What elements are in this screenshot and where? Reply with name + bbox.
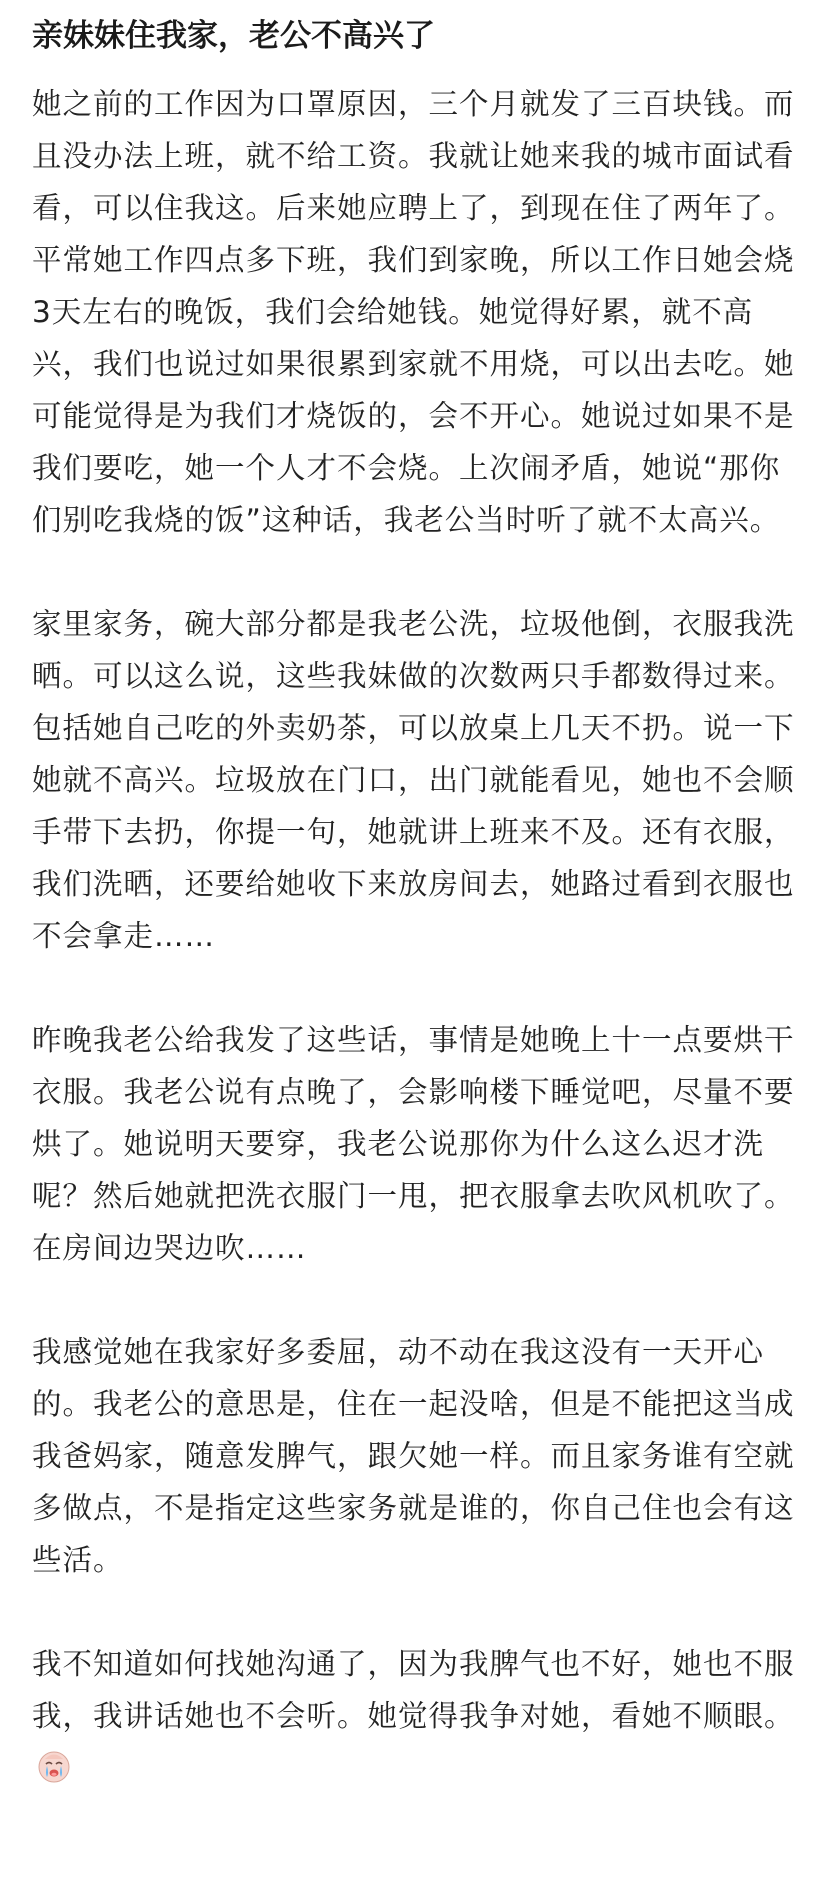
post-body [32, 78, 796, 1800]
paragraph-spacer [32, 546, 796, 598]
paragraph-spacer [32, 1274, 796, 1326]
crying-face-icon [36, 1748, 72, 1800]
paragraph-3: 家里家务，碗大部分都是我老公洗，垃圾他倒，衣服我洗晒。可以这么说，这些我妹做的次数两只手都数得过来。包括她自己吃的外卖奶茶，可以放桌上几天不扔。说一下她就不高兴。垃圾放在门口，出门就能看见，她也不会顺手带下去扔，你提一句，她就讲上班来不及。还有衣服，我们洗晒，还要给她收下来放房间去，她路过看到衣服也不会拿走…… [32, 607, 795, 953]
paragraph-1: 她之前的工作因为口罩原因，三个月就发了三百块钱。而且没办法上班，就不给工资。我就让她来我的城市面试看看，可以住我这。后来她应聘上了，到现在住了两年了。 [32, 87, 795, 225]
paragraph-4: 昨晚我老公给我发了这些话，事情是她晚上十一点要烘干衣服。我老公说有点晚了，会影响楼下睡觉吧，尽量不要烘了。她说明天要穿，我老公说那你为什么这么迟才洗呢？然后她就把洗衣服门一甩，把衣服拿去吹风机吹了。在房间边哭边吹…… [32, 1023, 795, 1265]
paragraph-spacer [32, 962, 796, 1014]
paragraph-6 [32, 1638, 796, 1800]
paragraph-2: 平常她工作四点多下班，我们到家晚，所以工作日她会烧3天左右的晚饭，我们会给她钱。她觉得好累，就不高兴，我们也说过如果很累到家就不用烧，可以出去吃。她可能觉得是为我们才烧饭的，会不开心。她说过如果不是我们要吃，她一个人才不会烧。上次闹矛盾，她说“那你们别吃我烧的饭”这种话，我老公当时听了就不太高兴。 [32, 243, 795, 537]
paragraph-5: 我感觉她在我家好多委屈，动不动在我这没有一天开心的。我老公的意思是，住在一起没啥，但是不能把这当成我爸妈家，随意发脾气，跟欠她一样。而且家务谁有空就多做点，不是指定这些家务就是谁的，你自己住也会有这些活。 [32, 1335, 795, 1577]
paragraph-6-text: 我不知道如何找她沟通了，因为我脾气也不好，她也不服我，我讲话她也不会听。她觉得我争对她，看她不顺眼。 [32, 1647, 795, 1733]
paragraph-spacer [32, 1586, 796, 1638]
post-title: 亲妹妹住我家，老公不高兴了 [32, 18, 435, 54]
